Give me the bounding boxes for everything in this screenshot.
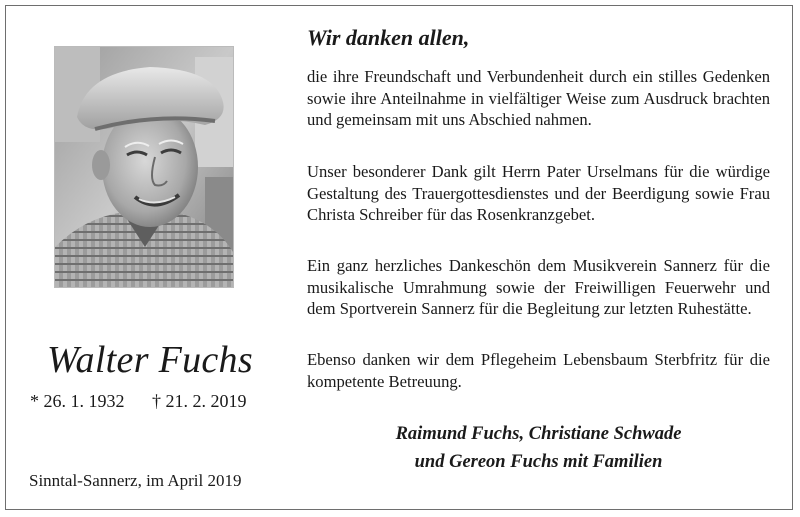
- place-and-date: Sinntal-Sannerz, im April 2019: [29, 471, 242, 490]
- death-date: † 21. 2. 2019: [152, 391, 247, 411]
- thanks-paragraph: Ebenso danken wir dem Pflegeheim Lebensbaum Sterbfritz für die kompetente Betreuung.: [307, 350, 770, 391]
- thanks-headline: Wir danken allen,: [307, 25, 470, 50]
- thanks-paragraph: Unser besonderer Dank gilt Herrn Pater Urselmans für die würdige Gestaltung des Trauergottesdienstes und der Beerdigung sowie Frau Christa Schreiber für das Rosenkranzgebet.: [307, 162, 770, 225]
- deceased-name: Walter Fuchs: [47, 339, 253, 381]
- signature-line: und Gereon Fuchs mit Familien: [414, 452, 663, 472]
- thanks-paragraph: Ein ganz herzliches Dankeschön dem Musikverein Sannerz für die musikalische Umrahmung sowie der Freiwilligen Feuerwehr und dem Sportverein Sannerz für die Begleitung zur letzten Ruhestätte.: [307, 256, 770, 319]
- thanks-paragraph: die ihre Freundschaft und Verbundenheit durch ein stilles Gedenken sowie ihre Anteilnahme in vielfältiger Weise zum Ausdruck brachten und gemeinsam mit uns Abschied nahmen.: [307, 67, 770, 130]
- signature-line: Raimund Fuchs, Christiane Schwade: [395, 424, 682, 444]
- portrait-photo: [55, 47, 233, 287]
- birth-date: * 26. 1. 1932: [30, 391, 125, 411]
